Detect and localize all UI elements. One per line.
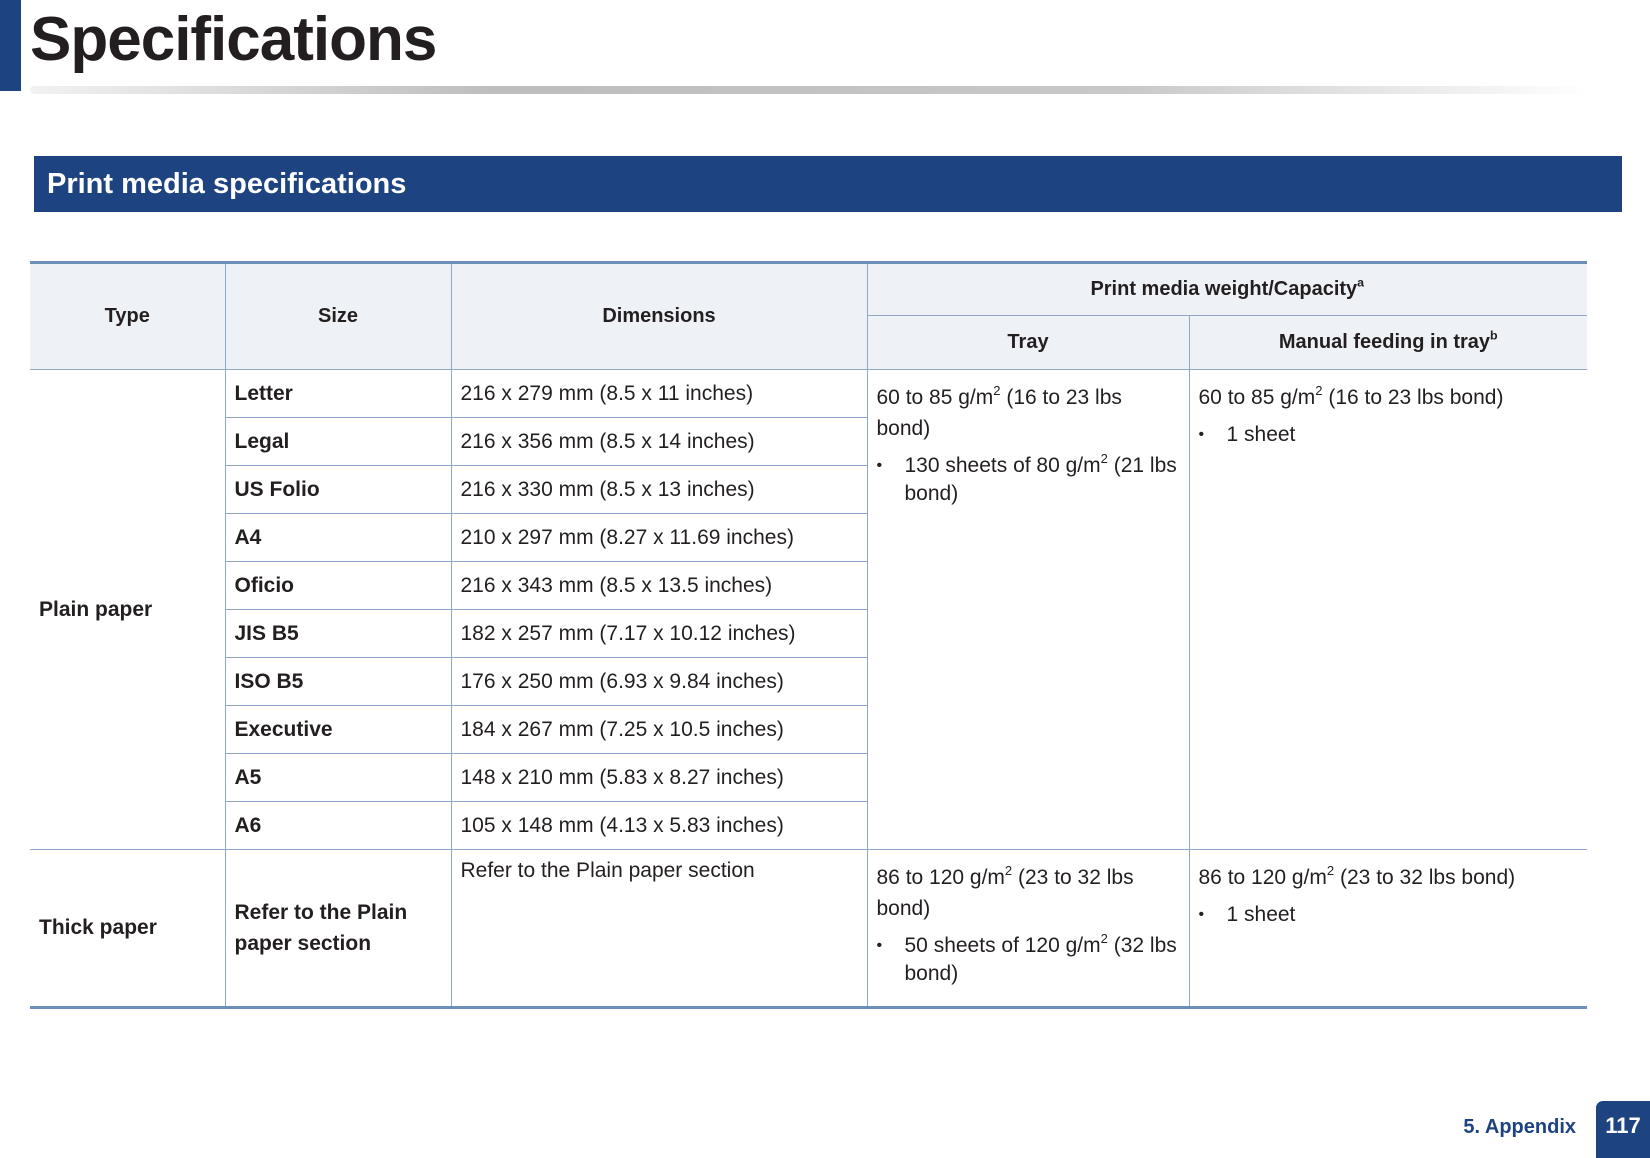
print-media-spec-table xyxy=(30,261,1587,1009)
thick-tray-bullets xyxy=(877,932,1180,988)
weight-text: 60 to 85 g/m xyxy=(876,386,994,409)
weight-text: 86 to 120 g/m xyxy=(1198,866,1327,889)
dimensions-cell: 216 x 330 mm (8.5 x 13 inches) xyxy=(451,466,867,514)
header-manual-feeding xyxy=(1189,316,1587,370)
size-cell: Oficio xyxy=(225,562,451,610)
header-type: Type xyxy=(30,263,225,370)
thick-tray-capacity xyxy=(867,850,1189,1008)
size-cell: US Folio xyxy=(225,466,451,514)
list-item: • 1 sheet xyxy=(1199,901,1579,929)
thick-manual-capacity xyxy=(1189,850,1587,1008)
size-cell: A6 xyxy=(225,802,451,850)
dimensions-cell: 176 x 250 mm (6.93 x 9.84 inches) xyxy=(451,658,867,706)
page-title: Specifications xyxy=(30,5,437,74)
dimensions-cell: 216 x 279 mm (8.5 x 11 inches) xyxy=(451,370,867,418)
size-cell: ISO B5 xyxy=(225,658,451,706)
weight-text-suffix: (16 to 23 lbs bond) xyxy=(876,386,1122,440)
list-item: • 1 sheet xyxy=(1199,421,1579,449)
type-thick-paper: Thick paper xyxy=(30,850,225,1008)
page-number-badge: 117 xyxy=(1596,1101,1650,1158)
weight-text-suffix: (23 to 32 lbs bond) xyxy=(1334,866,1516,889)
table-row xyxy=(30,370,1587,418)
section-heading: Print media specifications xyxy=(34,156,1622,212)
dimensions-cell: 210 x 297 mm (8.27 x 11.69 inches) xyxy=(451,514,867,562)
superscript: 2 xyxy=(993,382,1001,398)
size-cell: A5 xyxy=(225,754,451,802)
dimensions-cell: 148 x 210 mm (5.83 x 8.27 inches) xyxy=(451,754,867,802)
plain-manual-bullets xyxy=(1199,421,1579,449)
title-underline xyxy=(30,86,1590,94)
footnote-marker-b: b xyxy=(1490,328,1498,343)
type-plain-paper: Plain paper xyxy=(30,370,225,850)
header-capacity xyxy=(867,263,1587,316)
size-cell: Executive xyxy=(225,706,451,754)
weight-text: 60 to 85 g/m xyxy=(1198,386,1316,409)
dimensions-cell: Refer to the Plain paper section xyxy=(451,850,867,1008)
bullet-text: 130 sheets of 80 g/m xyxy=(904,454,1101,477)
title-accent-bar xyxy=(0,0,21,91)
superscript: 2 xyxy=(1100,930,1108,946)
header-size: Size xyxy=(225,263,451,370)
header-dimensions: Dimensions xyxy=(451,263,867,370)
dimensions-cell: 216 x 356 mm (8.5 x 14 inches) xyxy=(451,418,867,466)
bullet-text-suffix: (32 lbs bond) xyxy=(904,934,1177,985)
weight-text-suffix: (16 to 23 lbs bond) xyxy=(1322,386,1504,409)
bullet-text: 50 sheets of 120 g/m xyxy=(904,934,1101,957)
header-tray: Tray xyxy=(867,316,1189,370)
size-cell: Legal xyxy=(225,418,451,466)
dimensions-cell: 184 x 267 mm (7.25 x 10.5 inches) xyxy=(451,706,867,754)
footer-chapter: 5. Appendix xyxy=(1463,1116,1576,1138)
superscript: 2 xyxy=(1004,862,1013,878)
list-item xyxy=(877,452,1180,508)
table-row xyxy=(30,850,1587,1008)
dimensions-cell: 216 x 343 mm (8.5 x 13.5 inches) xyxy=(451,562,867,610)
dimensions-cell: 182 x 257 mm (7.17 x 10.12 inches) xyxy=(451,610,867,658)
size-cell: A4 xyxy=(225,514,451,562)
size-cell: JIS B5 xyxy=(225,610,451,658)
thick-manual-bullets xyxy=(1199,901,1579,929)
bullet-text-suffix: (21 lbs bond) xyxy=(904,454,1177,505)
dimensions-cell: 105 x 148 mm (4.13 x 5.83 inches) xyxy=(451,802,867,850)
superscript: 2 xyxy=(1315,382,1323,398)
superscript: 2 xyxy=(1100,450,1108,466)
plain-tray-bullets xyxy=(877,452,1180,508)
plain-manual-weight xyxy=(1199,382,1579,413)
weight-text: 86 to 120 g/m xyxy=(876,866,1005,889)
weight-text-suffix: (23 to 32 lbs bond) xyxy=(876,866,1134,920)
plain-tray-capacity xyxy=(867,370,1189,850)
plain-tray-weight xyxy=(877,382,1180,444)
list-item xyxy=(877,932,1180,988)
size-cell: Letter xyxy=(225,370,451,418)
size-cell: Refer to the Plain paper section xyxy=(225,850,451,1008)
thick-tray-weight xyxy=(877,862,1180,924)
plain-manual-capacity xyxy=(1189,370,1587,850)
thick-manual-weight xyxy=(1199,862,1579,893)
footnote-marker-a: a xyxy=(1357,275,1365,290)
superscript: 2 xyxy=(1326,862,1335,878)
header-manual-label: Manual feeding in tray xyxy=(1278,331,1491,353)
header-capacity-label: Print media weight/Capacity xyxy=(1090,278,1358,300)
